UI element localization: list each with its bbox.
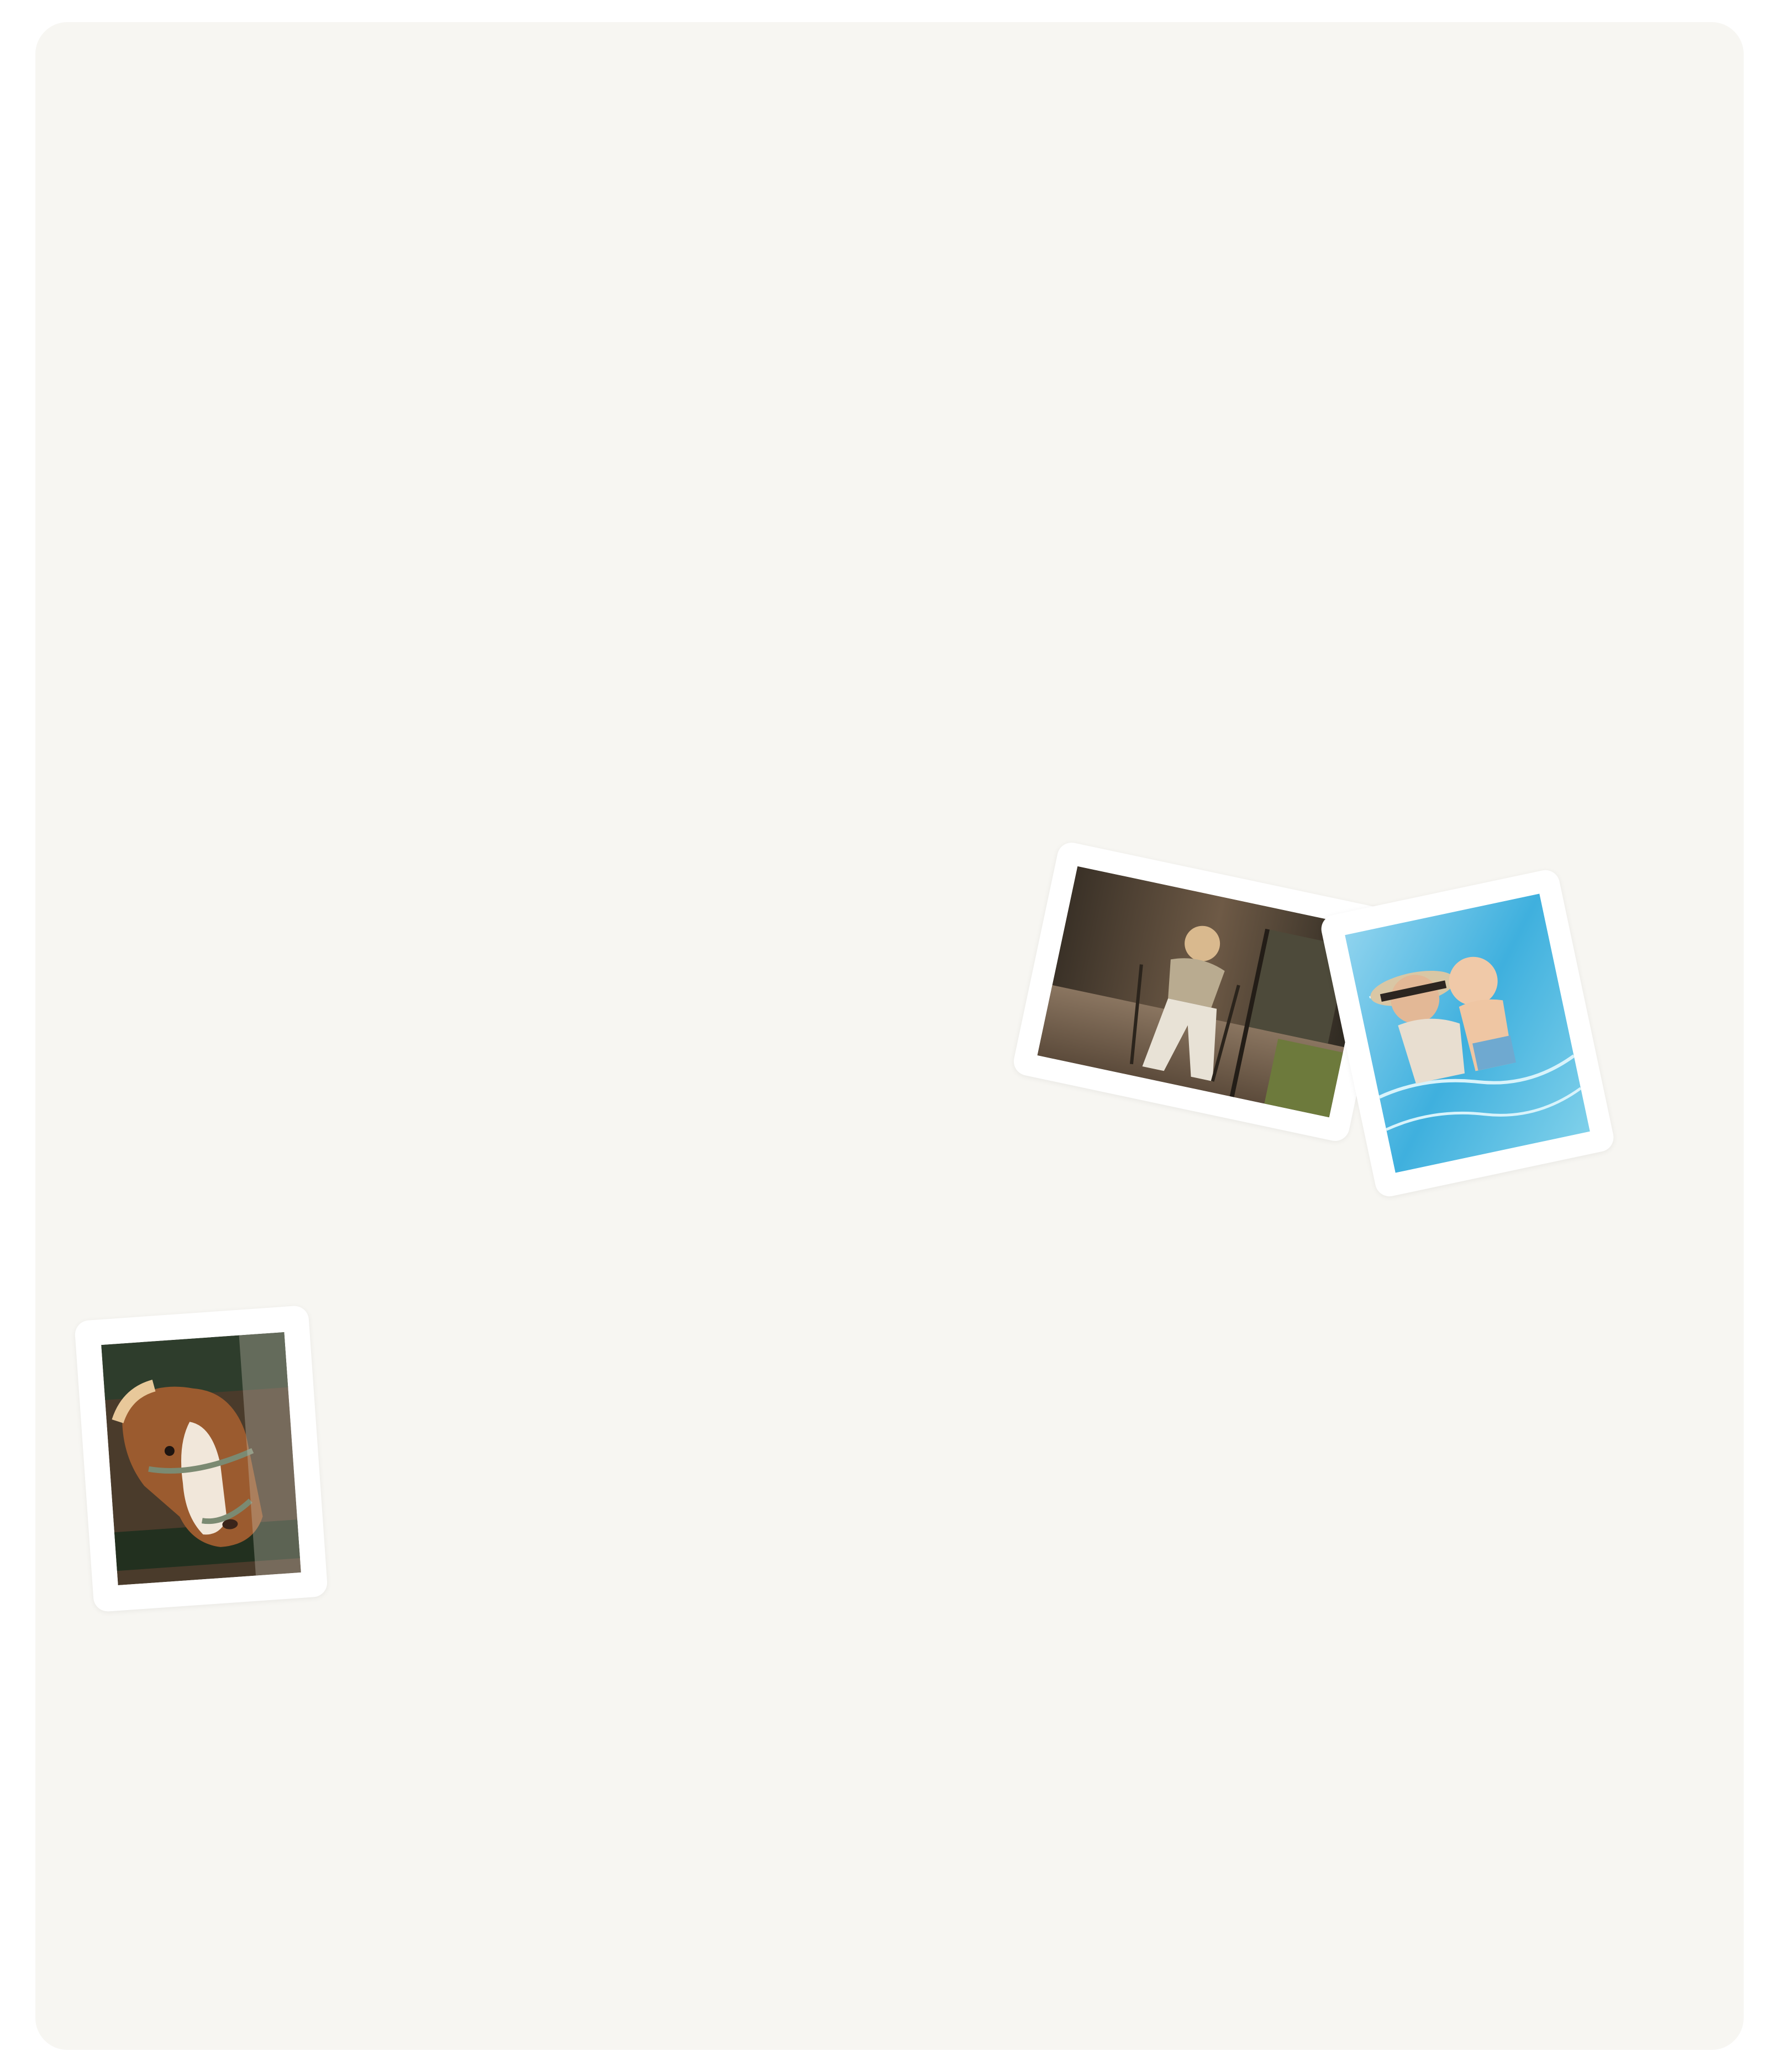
- terrace-image: [1038, 866, 1370, 1118]
- pool-image: [1345, 893, 1590, 1172]
- horse-image: [101, 1332, 301, 1585]
- photo-horse: [74, 1305, 328, 1612]
